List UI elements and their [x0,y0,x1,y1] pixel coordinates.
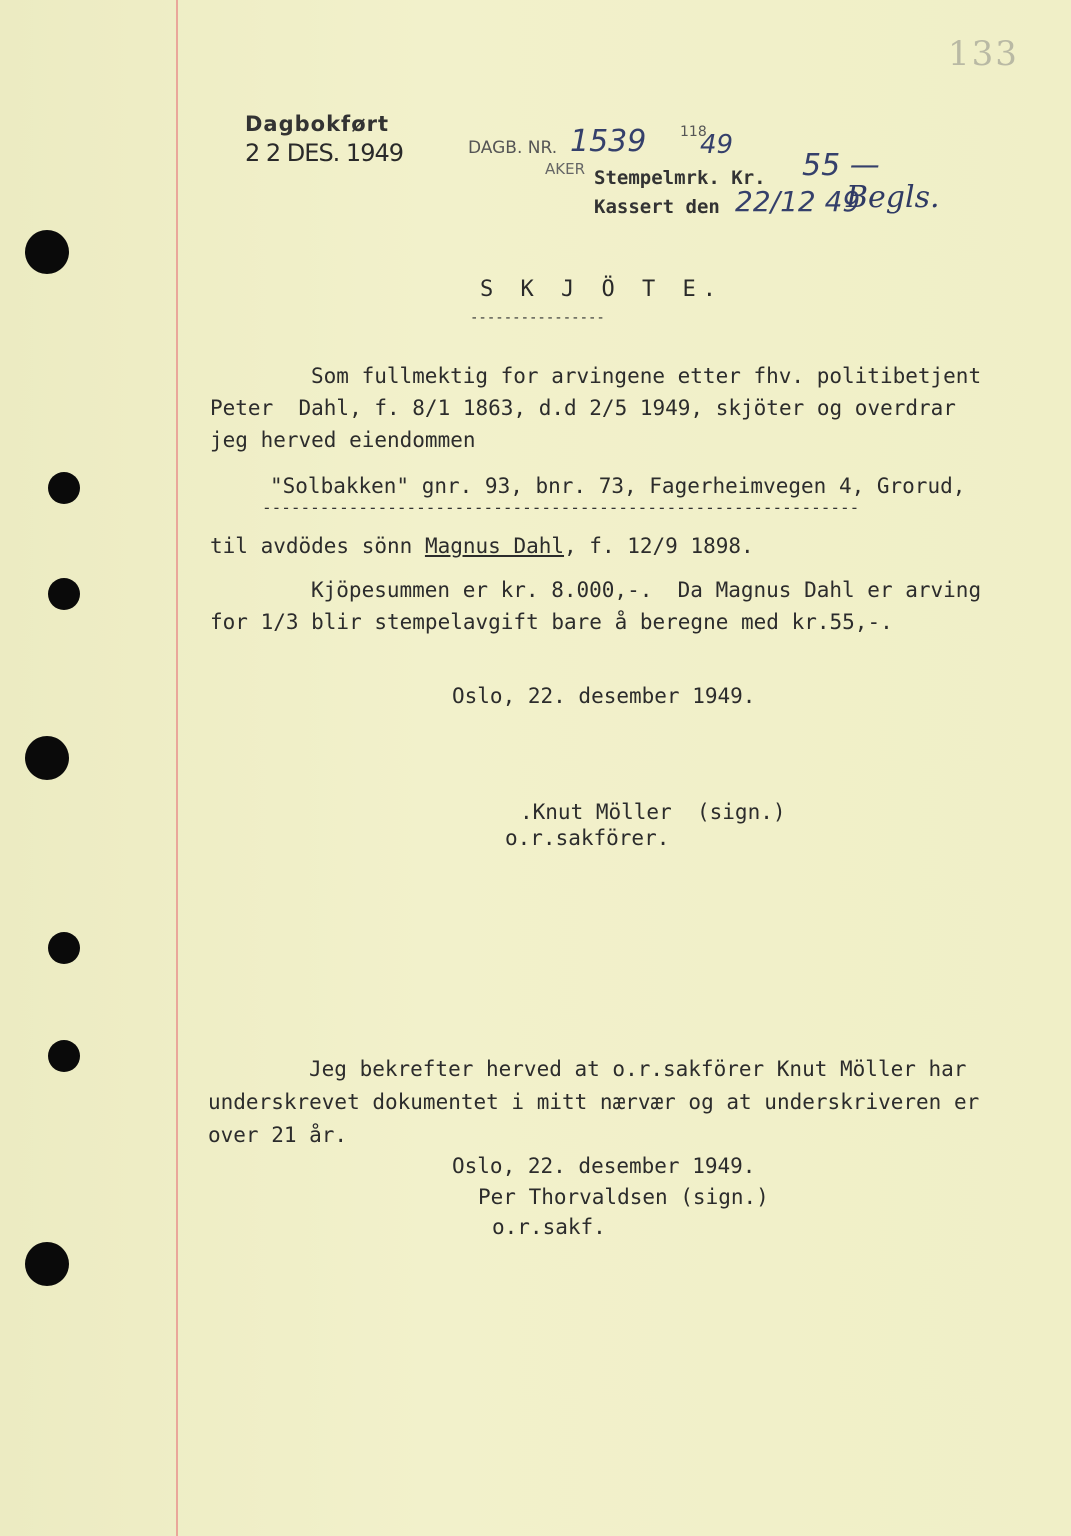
document-title: S K J Ö T E. [480,277,723,302]
heir-line [210,534,754,558]
cancelled-date: 22/12 49 [735,185,861,218]
body-line: Kjöpesummen er kr. 8.000,-. Da Magnus Dahl er arving [311,578,982,602]
journal-number-label: DAGB. NR. [468,138,558,158]
received-stamp-label: Dagbokført [245,112,390,136]
punch-hole [48,472,80,504]
place-date-2: Oslo, 22. desember 1949. [452,1154,756,1178]
body-line: Som fullmektig for arvingene etter fhv. politibetjent [311,364,982,388]
punch-hole [25,736,69,780]
title-underline: ---------------- [470,310,605,326]
body-line: Jeg bekrefter herved at o.r.sakförer Knut Möller har [309,1057,967,1081]
cancelled-label: Kassert den [594,196,720,218]
body-line: for 1/3 blir stempelavgift bare å beregne med kr.55,-. [210,610,893,634]
heir-suffix: , f. 12/9 1898. [564,534,754,558]
signer-name: .Knut Möller (sign.) [520,800,786,824]
page-number: 133 [948,34,1019,74]
heir-prefix: til avdödes sönn [210,534,425,558]
journal-number: 1539 [570,124,647,159]
signer-title: o.r.sakförer. [505,826,670,850]
punch-hole [25,230,69,274]
cancelled-signature: Begls. [846,180,940,215]
witness-name: Per Thorvaldsen (sign.) [478,1185,769,1209]
punch-hole [48,932,80,964]
property-underline: -------------------------------------------------------------- [262,498,860,517]
punch-hole [25,1242,69,1286]
stamp-duty-amount: 55 — [802,148,880,183]
journal-year: 49 [700,130,734,160]
journal-number-suffix: 118 [680,124,707,140]
received-stamp-date: 2 2 DES. 1949 [245,139,404,167]
property-line: "Solbakken" gnr. 93, bnr. 73, Fagerheimvegen 4, Grorud, [270,474,966,498]
body-line: over 21 år. [208,1123,348,1147]
body-line: jeg herved eiendommen [210,428,476,452]
stamp-duty-label: Stempelmrk. Kr. [594,167,766,189]
heir-name: Magnus Dahl [424,534,565,558]
place-date: Oslo, 22. desember 1949. [452,684,756,708]
body-line: underskrevet dokumentet i mitt nærvær og at underskriveren er [208,1090,980,1114]
red-margin-line [176,0,178,1536]
punch-hole [48,578,80,610]
witness-title: o.r.sakf. [492,1215,606,1239]
body-line: Peter Dahl, f. 8/1 1863, d.d 2/5 1949, skjöter og overdrar [210,396,956,420]
punch-hole [48,1040,80,1072]
journal-place: AKER [545,160,585,178]
